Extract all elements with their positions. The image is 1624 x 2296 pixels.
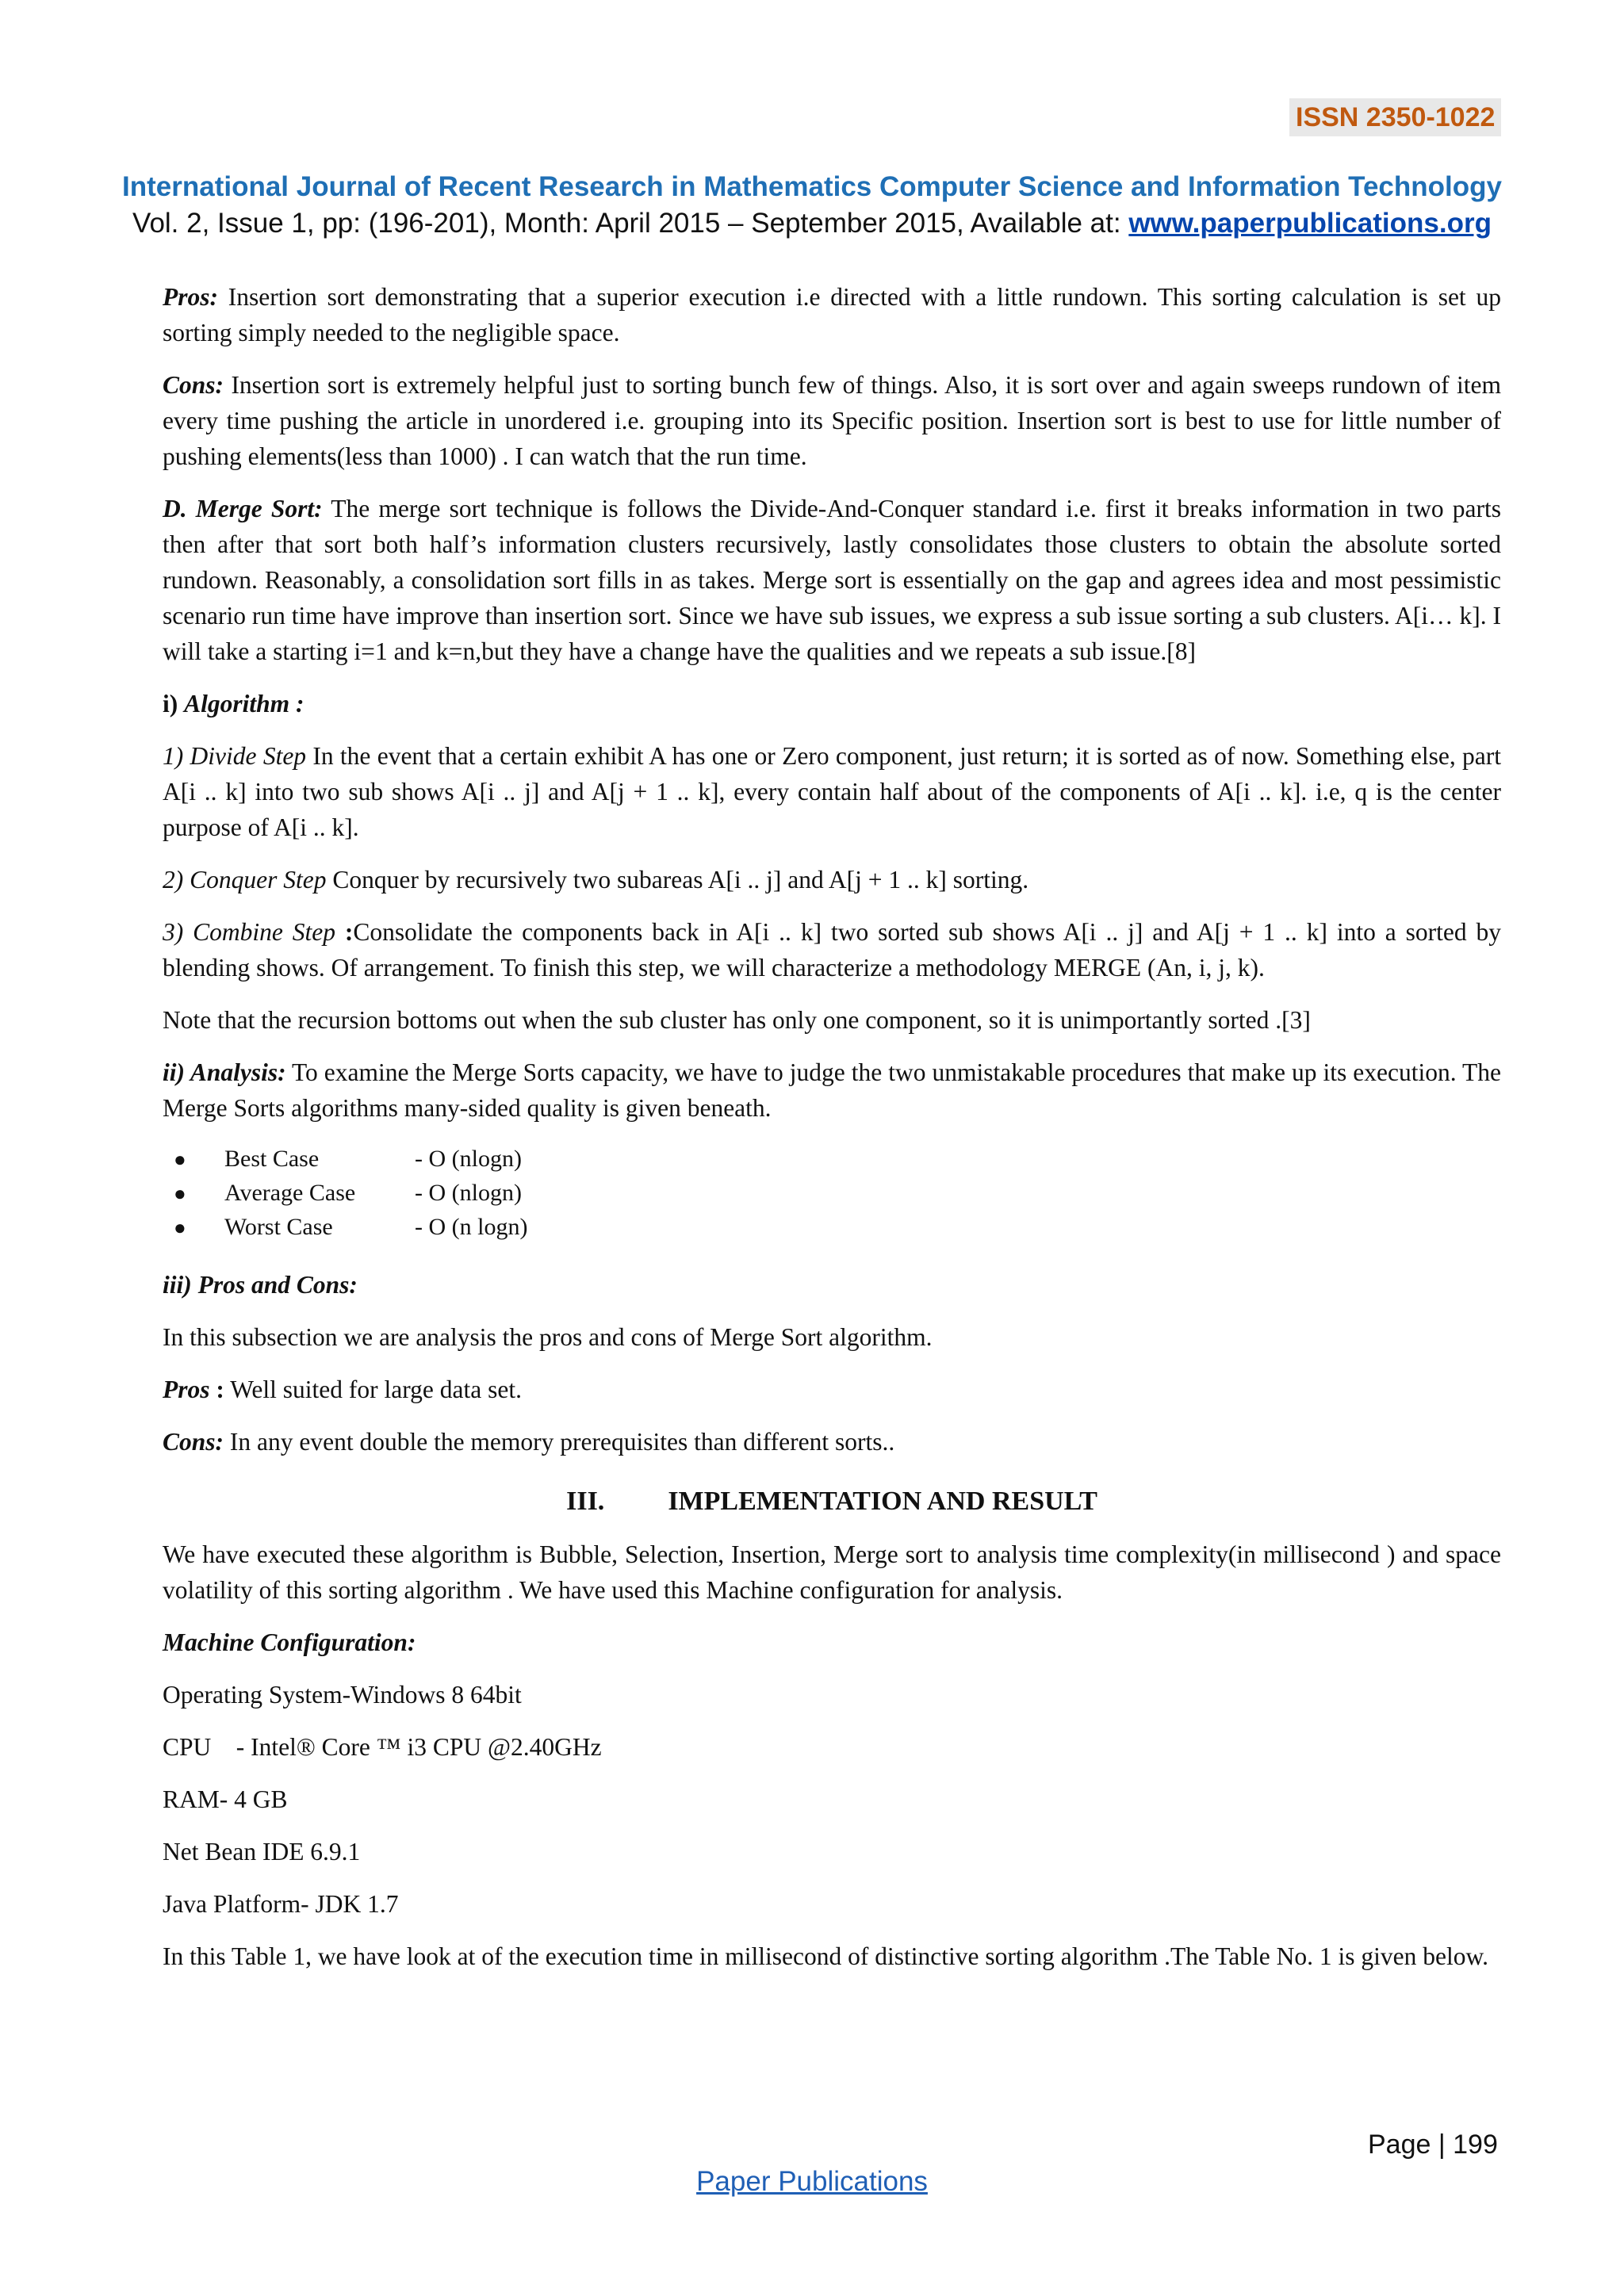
algorithm-label: Algorithm : [184, 690, 304, 718]
recursion-note: Note that the recursion bottoms out when the sub cluster has only one component, so it is unimportantly sorted .[3] [163, 1006, 1311, 1034]
conquer-step-text: Conquer by recursively two subareas A[i .. j] and A[j + 1 .. k] sorting. [326, 866, 1029, 894]
complexity-item [163, 1211, 1501, 1245]
divide-step-text: In the event that a certain exhibit A has one or Zero component, just return; it is sorted as of now. Something else, part A[i .. k] into two sub shows A[i .. j] and A[j + 1 .. k], every contain half about of the components of A[i .. k]. i.e, q is the center purpose of A[i .. k]. [163, 742, 1501, 841]
config-line-ram: RAM- 4 GB [163, 1785, 288, 1813]
machine-config-heading: Machine Configuration: [163, 1628, 416, 1656]
bullet-icon: ● [174, 1216, 186, 1239]
page-number: Page | 199 [1368, 2130, 1498, 2160]
combine-step-colon: : [335, 918, 354, 946]
pros-label: Pros: [163, 283, 218, 311]
merge-cons-paragraph [163, 1424, 1501, 1460]
pros-cons-intro: In this subsection we are analysis the pros and cons of Merge Sort algorithm. [163, 1323, 933, 1351]
merge-pros-label: Pros [163, 1376, 210, 1403]
journal-website-link[interactable]: www.paperpublications.org [1128, 208, 1492, 239]
combine-step-label: 3) Combine Step [163, 918, 336, 946]
combine-step-paragraph [163, 914, 1501, 985]
config-line-os: Operating System-Windows 8 64bit [163, 1681, 522, 1709]
merge-sort-paragraph [163, 491, 1501, 669]
divide-step-paragraph [163, 738, 1501, 845]
merge-pros-text: Well suited for large data set. [224, 1376, 522, 1403]
pros-text: Insertion sort demonstrating that a superior execution i.e directed with a little rundown. This sorting calculation is set up sorting simply needed to the negligible space. [163, 283, 1501, 346]
config-line-ide: Net Bean IDE 6.9.1 [163, 1838, 361, 1866]
complexity-item [163, 1142, 1501, 1177]
merge-pros-colon: : [209, 1376, 224, 1403]
section-number: III. [566, 1487, 605, 1516]
complexity-order: - O (nlogn) [415, 1146, 522, 1172]
conquer-step-label: 2) Conquer Step [163, 866, 327, 894]
insertion-pros-paragraph [163, 279, 1501, 350]
bullet-icon: ● [174, 1148, 186, 1171]
insertion-cons-paragraph [163, 367, 1501, 474]
config-line-java: Java Platform- JDK 1.7 [163, 1890, 399, 1918]
algorithm-prefix: i) [163, 690, 185, 718]
complexity-case: Worst Case [224, 1214, 333, 1240]
journal-meta-text: Vol. 2, Issue 1, pp: (196-201), Month: April 2015 – September 2015, Available at: [132, 208, 1129, 239]
section-title: IMPLEMENTATION AND RESULT [668, 1487, 1097, 1516]
bullet-icon: ● [174, 1182, 186, 1205]
article-body [163, 279, 1501, 1991]
complexity-order: - O (nlogn) [415, 1180, 522, 1206]
divide-step-label: 1) Divide Step [163, 742, 307, 770]
complexity-case: Average Case [224, 1180, 356, 1206]
config-line-cpu: CPU - Intel® Core ™ i3 CPU @2.40GHz [163, 1733, 602, 1761]
merge-pros-paragraph [163, 1372, 1501, 1407]
publisher-footer-link[interactable]: Paper Publications [696, 2166, 928, 2197]
table-intro-paragraph: In this Table 1, we have look at of the execution time in millisecond of distinctive sorting algorithm .The Table No. 1 is given below. [163, 1942, 1489, 1970]
pros-cons-heading: iii) Pros and Cons: [163, 1271, 358, 1299]
implementation-paragraph: We have executed these algorithm is Bubble, Selection, Insertion, Merge sort to analysis time complexity(in millisecond ) and space volatility of this sorting algorithm . We have used this Machine configuration for analysis. [163, 1540, 1501, 1604]
merge-sort-text: The merge sort technique is follows the Divide-And-Conquer standard i.e. first it breaks information in two parts then after that sort both half’s information clusters recursively, lastly consolidates those clusters to obtain the absolute sorted rundown. Reasonably, a consolidation sort fills in as takes. Merge sort is essentially on the gap and agrees idea and most pessimistic scenario run time have improve than insertion sort. Since we have sub issues, we express a sub issue sorting a sub clusters. A[i… k]. I will take a starting i=1 and k=n,but they have a change have the qualities and we repeats a sub issue.[8] [163, 495, 1501, 665]
complexity-list [163, 1142, 1501, 1245]
section-heading [163, 1483, 1501, 1519]
algorithm-heading [163, 686, 1501, 721]
combine-step-text: Consolidate the components back in A[i .. k] two sorted sub shows A[i .. j] and A[j + 1 .. k] into a sorted by blending shows. Of arrangement. To finish this step, we will characterize a methodology MERGE (An, i, j, k). [163, 918, 1501, 982]
merge-cons-label: Cons: [163, 1428, 224, 1456]
analysis-text: To examine the Merge Sorts capacity, we have to judge the two unmistakable procedures that make up its execution. The Merge Sorts algorithms many-sided quality is given beneath. [163, 1058, 1501, 1122]
complexity-case: Best Case [224, 1146, 320, 1172]
journal-meta [0, 208, 1624, 239]
merge-sort-heading: D. Merge Sort: [163, 495, 323, 522]
complexity-order: - O (n logn) [415, 1214, 528, 1240]
conquer-step-paragraph [163, 862, 1501, 897]
analysis-label: ii) Analysis: [163, 1058, 286, 1086]
journal-title: International Journal of Recent Research in Mathematics Computer Science and Information Technology [122, 171, 1502, 202]
analysis-paragraph [163, 1054, 1501, 1126]
issn-badge: ISSN 2350-1022 [1289, 98, 1501, 136]
merge-cons-text: In any event double the memory prerequisites than different sorts.. [224, 1428, 895, 1456]
cons-text: Insertion sort is extremely helpful just to sorting bunch few of things. Also, it is sort over and again sweeps rundown of item every time pushing the article in unordered i.e. grouping into its Specific position. Insertion sort is best to use for little number of pushing elements(less than 1000) . I can watch that the run time. [163, 371, 1501, 470]
cons-label: Cons: [163, 371, 224, 399]
complexity-item [163, 1177, 1501, 1211]
